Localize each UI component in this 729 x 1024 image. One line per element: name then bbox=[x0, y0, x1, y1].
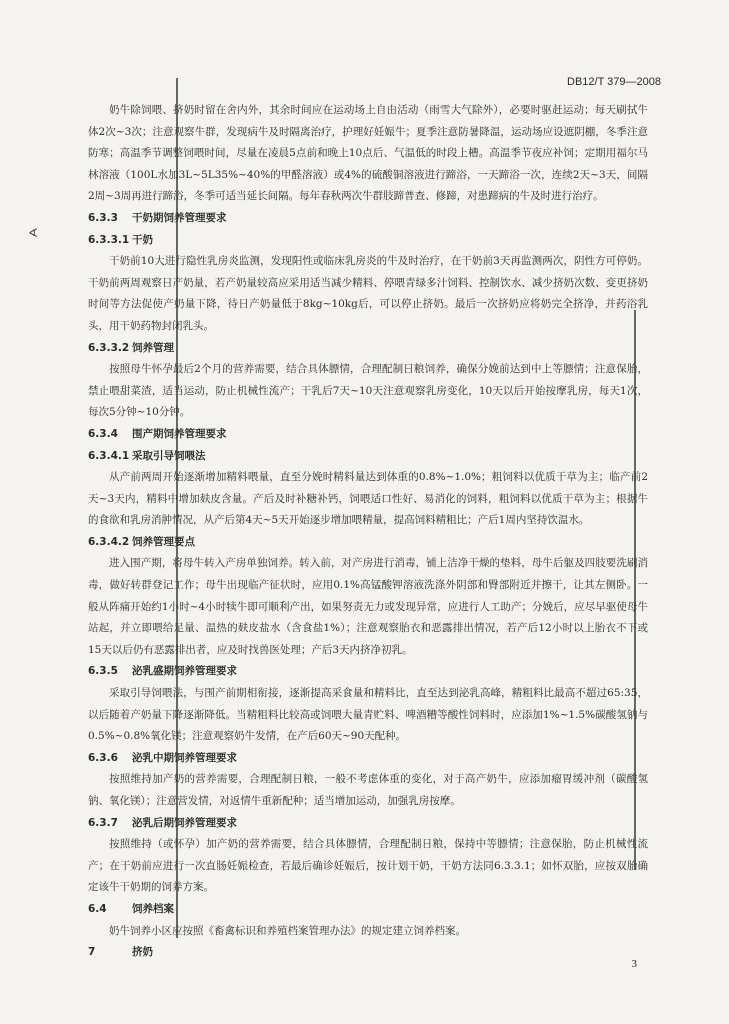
section-heading bbox=[88, 661, 648, 683]
section-heading bbox=[88, 230, 648, 252]
section-number: 6.3.4 bbox=[88, 427, 118, 440]
paragraph: 奶牛除饲喂、挤奶时留在舍内外，其余时间应在运动场上自由活动（雨雪大气除外），必要时驱赶运动；每天刷拭牛体2次~3次；注意观察牛群，发现病牛及时隔离治疗，护理好妊娠牛；夏季注意防暑降温，运动场应设遮阴棚，冬季注意防寒；高温季节调整饲喂时间，尽量在凌晨5点前和晚上10点后、气温低的时段上槽。高温季节夜应补饲；定期用福尔马林溶液（100L水加3L~5L35%~40%的甲醛溶液）或4%的硫酸铜溶液进行蹄浴，一天蹄浴一次，连续2天~3天，间隔2周~3周再进行蹄浴，冬季可适当延长间隔。每年春秋两次牛群肢蹄普查、修蹄，对患蹄病的牛及时进行治疗。 bbox=[88, 104, 648, 203]
paragraph: 干奶前10大进行隐性乳房炎监测，发现阳性或临床乳房炎的牛及时治疗，在干奶前3天再监测两次，阴性方可停奶。干奶前两周观察日产奶量，若产奶量较高应采用适当减少精料、停喂青绿多汁饲料、控制饮水、减少挤奶次数、变更挤奶时间等方法促使产奶量下降，待日产奶量低于8kg~10kg后，可以停止挤奶。最后一次挤奶应将奶完全挤净，并药浴乳头，用干奶药物封闭乳头。 bbox=[88, 255, 648, 332]
paragraph: 按照母牛怀孕最后2个月的营养需要，结合具体膘情，合理配制日粮饲养，确保分娩前达到中上等膘情；注意保胎，禁止喂甜菜渣，适当运动，防止机械性流产；干乳后7天~10天注意观察乳房变化，10天以后开始按摩乳房，每天1次，每次5分钟~10分钟。 bbox=[88, 363, 648, 419]
section-heading bbox=[88, 899, 648, 921]
section-title: 挤奶 bbox=[132, 946, 153, 959]
paragraph: 按照维持加产奶的营养需要，合理配制日粮，一般不考虑体重的变化，对于高产奶牛，应添加瘤胃缓冲剂（碳酸氢钠、氧化镁）；注意营发情，对返情牛重新配种；适当增加运动，加强乳房按摩。 bbox=[88, 773, 648, 807]
section-number: 6.3.7 bbox=[88, 816, 118, 829]
paragraph: 按照维持（或怀孕）加产奶的营养需要，结合具体膘情，合理配制日粮，保持中等膘情；注意保胎，防止机械性流产；在干奶前应进行一次直肠妊娠检查，若最后确诊妊娠后，按计划干奶，干奶方法同6.3.3.1；如怀双胎，应按双胎确定该牛干奶期的饲养方案。 bbox=[88, 838, 648, 894]
section-number: 6.3.3.2 bbox=[88, 341, 130, 354]
section-number: 6.3.6 bbox=[88, 751, 118, 764]
section-number: 6.3.4.1 bbox=[88, 449, 130, 462]
section-heading bbox=[88, 446, 648, 468]
section-title: 干奶期饲养管理要求 bbox=[132, 211, 227, 224]
section-heading bbox=[88, 208, 648, 230]
section-title: 泌乳盛期饲养管理要求 bbox=[132, 665, 237, 678]
section-title: 饲养管理 bbox=[132, 341, 174, 354]
section-number: 7 bbox=[88, 946, 96, 959]
section-title: 泌乳后期饲养管理要求 bbox=[132, 816, 237, 829]
section-heading bbox=[88, 813, 648, 835]
paragraph: 进入围产期，将母牛转入产房单独饲养。转入前，对产房进行消毒，铺上洁净干燥的垫料，母牛后躯及四肢要洗刷消毒，做好转群登记工作；母牛出现临产征状时，应用0.1%高锰酸钾溶液洗涤外阴部和臀部附近并擦干，让其左侧卧。一般从阵痛开始约1小时~4小时犊牛即可顺利产出，如果努责无力或发现异常，应进行人工助产；分娩后，应尽早驱使母牛站起，并立即喂给足量、温热的麸皮盐水（含食盐1%）；注意观察胎衣和恶露排出情况，若产后12小时以上胎衣不下或15天以后仍有恶露排出者，应及时找兽医处理；产后3天内挤净初乳。 bbox=[88, 557, 648, 656]
chapter-heading bbox=[88, 942, 648, 964]
section-title: 泌乳中期饲养管理要求 bbox=[132, 751, 237, 764]
paragraph: 从产前两周开始逐渐增加精料喂量，直至分娩时精料量达到体重的0.8%~1.0%；粗饲料以优质干草为主；临产前2天~3天内，精料中增加麸皮含量。产后及时补糖补钙，饲喂适口性好、易消化的饲料，粗饲料以优质干草为主；根据牛的食欲和乳房消肿情况，从产后第4天~5天开始逐步增加喂精量，提高饲料精粗比；产后1周内坚持饮温水。 bbox=[88, 471, 648, 527]
section-heading bbox=[88, 748, 648, 770]
section-heading bbox=[88, 424, 648, 446]
section-title: 干奶 bbox=[132, 233, 153, 246]
document-body bbox=[88, 100, 648, 964]
section-number: 6.3.4.2 bbox=[88, 535, 130, 548]
standard-number: DB12/T 379—2008 bbox=[567, 76, 661, 88]
section-heading bbox=[88, 338, 648, 360]
section-number: 6.3.3 bbox=[88, 211, 118, 224]
paragraph: 奶牛饲养小区应按照《畜禽标识和养殖档案管理办法》的规定建立饲养档案。 bbox=[109, 924, 466, 937]
section-title: 饲养档案 bbox=[132, 902, 174, 915]
section-number: 6.3.3.1 bbox=[88, 233, 130, 246]
paragraph: 采取引导饲喂法，与围产前期相衔接，逐渐提高采食量和精料比，直至达到泌乳高峰，精粗料比最高不超过65:35，以后随着产奶量下降逐渐降低。当精粗料比较高或饲喂大量青贮料、啤酒糟等酸性饲料时，应添加1%~1.5%碳酸氢钠与0.5%~0.8%氧化镁；注意观察奶牛发情，在产后60天~90天配种。 bbox=[88, 687, 648, 743]
section-title: 围产期饲养管理要求 bbox=[132, 427, 227, 440]
section-title: 饲养管理要点 bbox=[132, 535, 195, 548]
section-number: 6.3.5 bbox=[88, 665, 118, 678]
page-number: 3 bbox=[631, 958, 637, 970]
margin-mark: ∢ bbox=[28, 226, 39, 240]
section-title: 采取引导饲喂法 bbox=[132, 449, 206, 462]
section-number: 6.4 bbox=[88, 902, 107, 915]
section-heading bbox=[88, 532, 648, 554]
